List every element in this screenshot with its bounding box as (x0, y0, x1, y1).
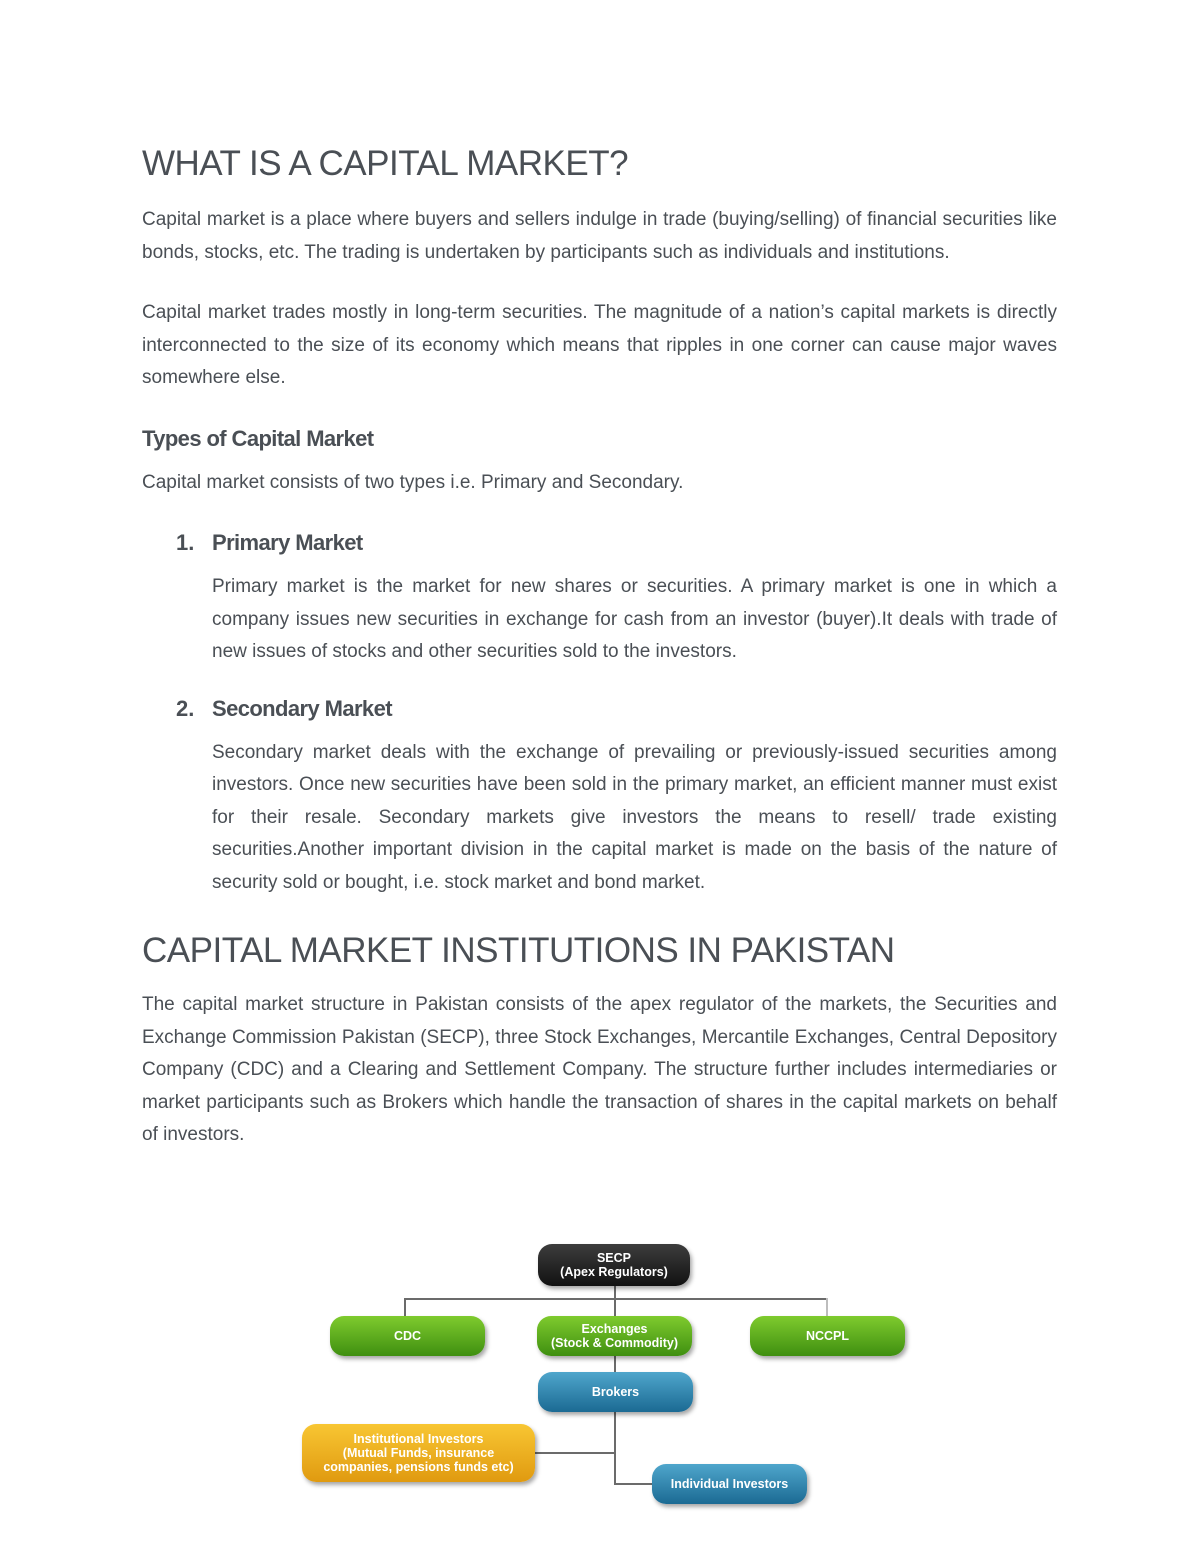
paragraph-types-intro: Capital market consists of two types i.e. Primary and Secondary. (142, 471, 684, 493)
list-item-text: Primary market is the market for new shares or securities. A primary market is one in which a company issues new securities in exchange for cash from an investor (buyer).It deals with trade of new issues of stocks and other securities sold to the investors. (212, 576, 1057, 662)
connector-line (614, 1412, 616, 1484)
connector-line (826, 1298, 828, 1316)
individual-label: Individual Investors (670, 1477, 789, 1491)
brokers-box (538, 1372, 693, 1412)
cdc-label: CDC (393, 1329, 422, 1343)
connector-line (535, 1452, 615, 1454)
paragraph-institutions: The capital market structure in Pakistan consists of the apex regulator of the markets, the Securities and Exchange Commission Pakistan (SECP), three Stock Exchanges, Mercantile Exchanges, Central Depository Company (CDC) and a Clearing and Settlement Company. The structure further includes intermediaries or market participants such as Brokers which handle the transaction of shares in the capital markets on behalf of investors. (142, 994, 1057, 1145)
connector-line (404, 1298, 406, 1316)
list-item-secondary-market (176, 693, 1057, 900)
document-page (142, 140, 1057, 1180)
institutional-label: Institutional Investors (353, 1432, 484, 1446)
list-item-text: Secondary market deals with the exchange of prevailing or previously-issued securities among investors. Once new securities have been sold in the primary market, an efficient manner must exist for their resale. Secondary markets give investors the means to resell/ trade existing securities.Another important division in the capital market is made on the basis of the nature of security sold or bought, i.e. stock market and bond market. (212, 741, 1057, 893)
list-item-primary-market (176, 527, 1057, 669)
individual-investors-box (652, 1464, 807, 1504)
section-title-capital-market: WHAT IS A CAPITAL MARKET? (142, 144, 629, 183)
secp-sublabel: (Apex Regulators) (560, 1265, 668, 1279)
connector-line (404, 1298, 828, 1300)
subheading-types: Types of Capital Market (142, 425, 374, 451)
paragraph-definition: Capital market is a place where buyers and sellers indulge in trade (buying/selling) of financial securities like bonds, stocks, etc. The trading is undertaken by participants such as individuals and institutions. (142, 209, 1057, 263)
exchanges-sublabel: (Stock & Commodity) (550, 1336, 679, 1350)
nccpl-label: NCCPL (805, 1329, 850, 1343)
list-number: 1. (176, 530, 195, 555)
institutional-investors-box (302, 1424, 535, 1482)
exchanges-box (537, 1316, 692, 1356)
exchanges-label: Exchanges (581, 1322, 648, 1336)
secp-label: SECP (596, 1251, 632, 1265)
nccpl-box (750, 1316, 905, 1356)
institutional-sublabel-2: companies, pensions funds etc) (323, 1460, 514, 1474)
org-chart-diagram (290, 1236, 850, 1516)
paragraph-long-term: Capital market trades mostly in long-term securities. The magnitude of a nation’s capital markets is directly interconnected to the size of its economy which means that ripples in one corner can cause major waves somewhere else. (142, 302, 1057, 388)
cdc-box (330, 1316, 485, 1356)
connector-line (614, 1286, 616, 1316)
list-number: 2. (176, 695, 195, 721)
connector-line (614, 1356, 616, 1372)
secp-box (538, 1244, 690, 1286)
list-item-title: Primary Market (212, 530, 363, 555)
list-item-title: Secondary Market (212, 695, 392, 721)
institutional-sublabel-1: (Mutual Funds, insurance (342, 1446, 495, 1460)
brokers-label: Brokers (591, 1385, 640, 1399)
connector-line (614, 1483, 654, 1485)
section-title-institutions: CAPITAL MARKET INSTITUTIONS IN PAKISTAN (142, 931, 895, 970)
